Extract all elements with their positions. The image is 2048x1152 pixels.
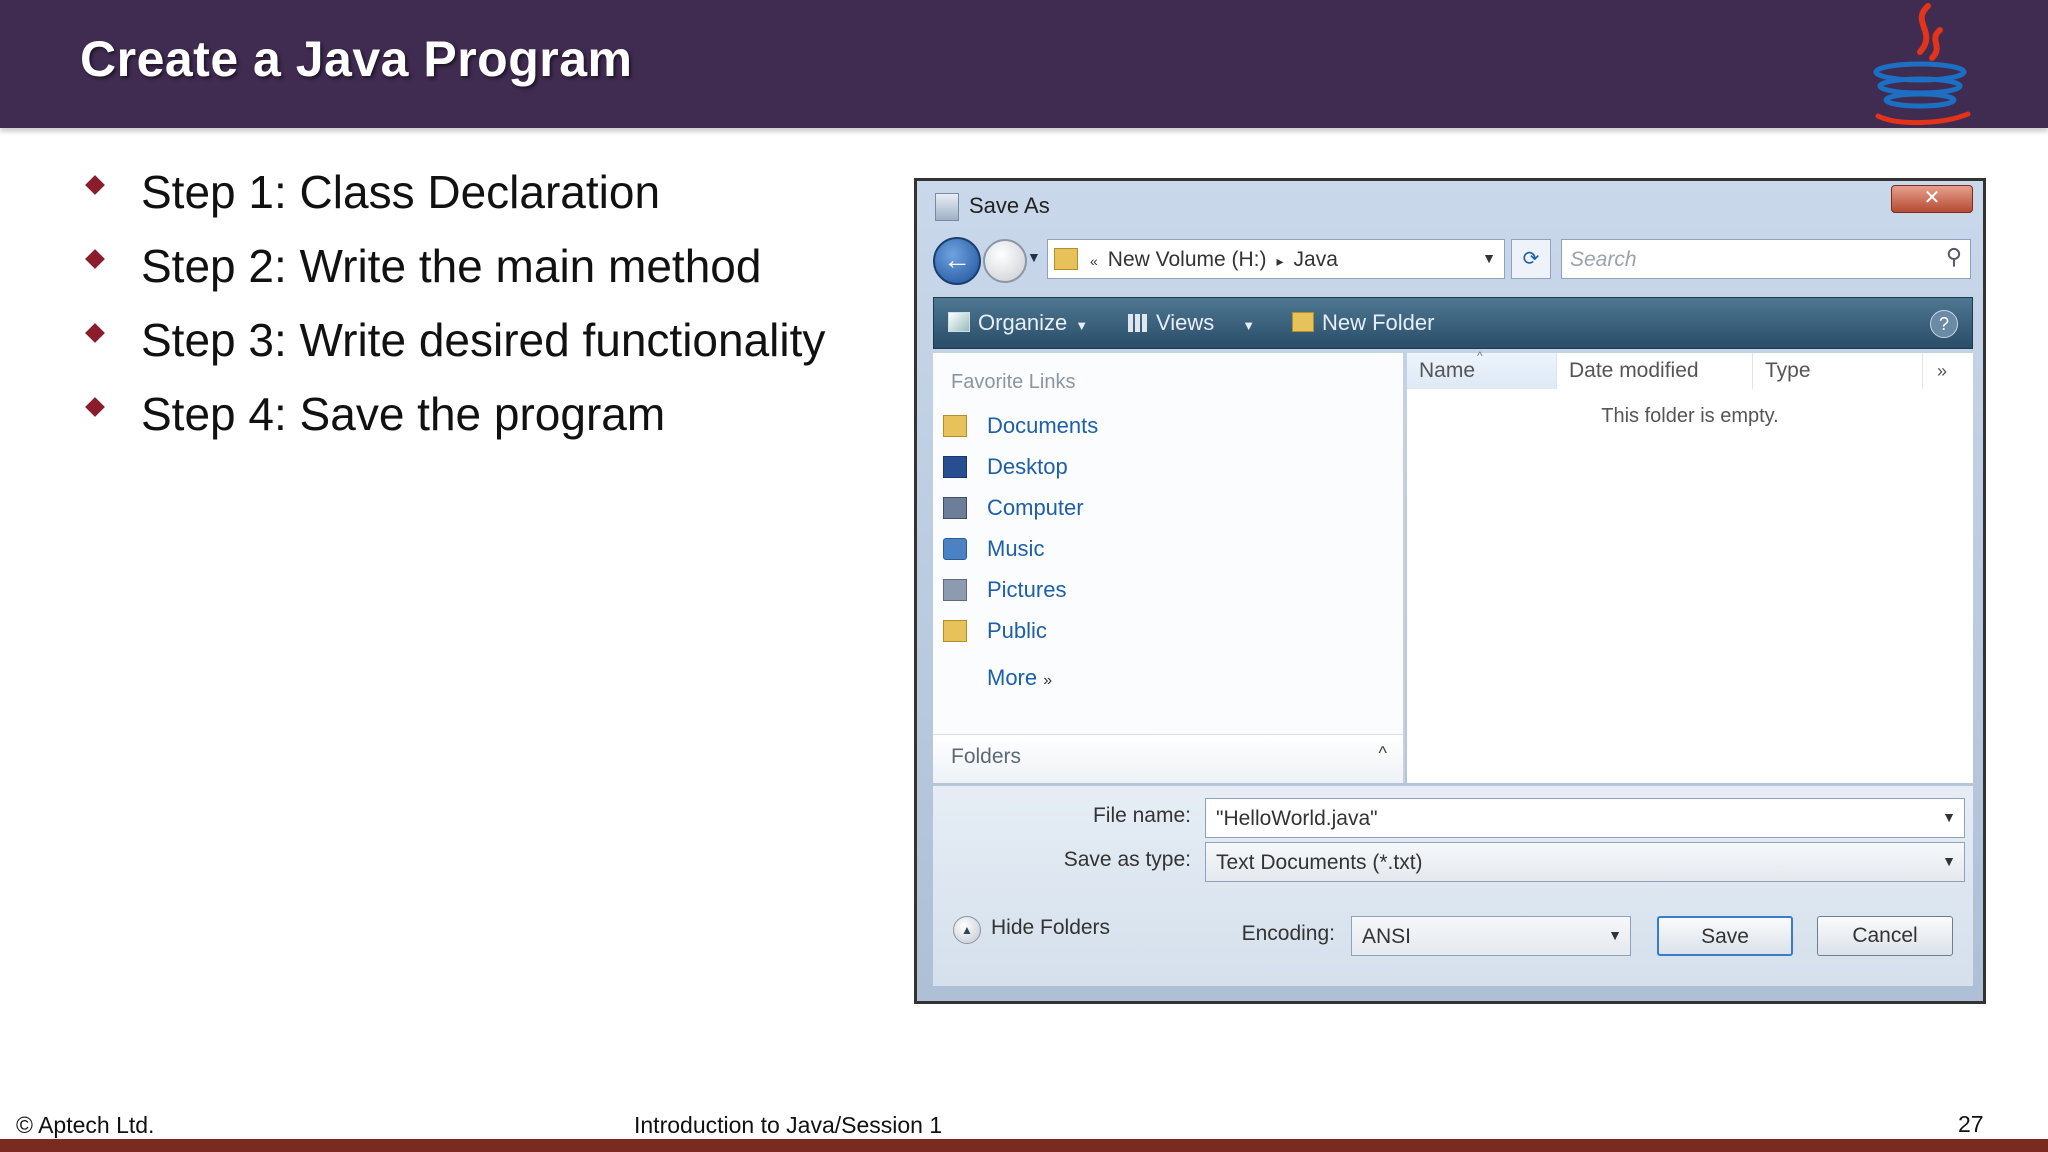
file-name-label: File name: bbox=[1092, 804, 1191, 827]
save-button[interactable]: Save bbox=[1657, 916, 1793, 956]
bullet-text: Step 3: Write desired functionality bbox=[141, 314, 826, 366]
new-folder-icon bbox=[1292, 312, 1314, 332]
chevron-down-icon: ▼ bbox=[1075, 318, 1089, 333]
back-button[interactable]: ← bbox=[933, 237, 981, 285]
save-as-dialog bbox=[914, 178, 1986, 1004]
chevron-down-icon[interactable]: ▼ bbox=[1942, 809, 1956, 825]
nav-link-label: Music bbox=[987, 536, 1045, 561]
more-links-button[interactable] bbox=[987, 665, 1052, 691]
views-menu[interactable] bbox=[1128, 310, 1255, 336]
organize-menu[interactable] bbox=[948, 310, 1088, 336]
nav-link-label: Public bbox=[987, 618, 1047, 643]
folders-toggle-bar[interactable] bbox=[933, 734, 1403, 783]
address-bar[interactable] bbox=[1047, 239, 1505, 279]
address-segment-java[interactable]: Java bbox=[1293, 248, 1338, 271]
views-icon bbox=[1128, 314, 1148, 332]
chevron-down-icon: ▼ bbox=[1242, 318, 1256, 333]
column-header-date-modified[interactable] bbox=[1557, 353, 1753, 389]
bullet-diamond-icon bbox=[85, 397, 105, 417]
navigation-row bbox=[933, 237, 1973, 283]
page-number: 27 bbox=[1958, 1111, 1984, 1137]
dialog-titlebar bbox=[917, 181, 1983, 229]
cancel-button[interactable]: Cancel bbox=[1817, 916, 1953, 956]
file-list-pane bbox=[1407, 349, 1973, 783]
organize-icon bbox=[948, 312, 970, 332]
save-options-area bbox=[933, 785, 1973, 986]
java-logo-icon bbox=[1858, 0, 1988, 128]
encoding-label: Encoding: bbox=[1241, 922, 1335, 945]
nav-link-label: Computer bbox=[987, 495, 1084, 520]
address-separator[interactable]: ▸ bbox=[1276, 253, 1284, 269]
footer-rule bbox=[0, 1139, 2048, 1152]
new-folder-button[interactable] bbox=[1292, 310, 1434, 336]
folder-icon bbox=[1054, 248, 1078, 270]
command-toolbar bbox=[933, 297, 1973, 349]
save-as-type-select[interactable] bbox=[1205, 842, 1965, 882]
pictures-icon bbox=[943, 579, 967, 601]
help-icon[interactable]: ? bbox=[1930, 310, 1958, 338]
address-segment-volume[interactable]: New Volume (H:) bbox=[1107, 248, 1267, 271]
file-name-value: "HelloWorld.java" bbox=[1216, 807, 1378, 830]
encoding-select[interactable] bbox=[1351, 916, 1631, 956]
column-header-type[interactable] bbox=[1753, 353, 1923, 389]
slide-title: Create a Java Program bbox=[80, 31, 633, 87]
empty-folder-message: This folder is empty. bbox=[1601, 405, 1779, 427]
address-chevron[interactable]: « bbox=[1090, 253, 1098, 269]
notepad-icon bbox=[935, 193, 959, 221]
forward-button[interactable] bbox=[983, 239, 1027, 283]
chevron-down-icon[interactable]: ▼ bbox=[1608, 927, 1622, 943]
address-path bbox=[1090, 248, 1348, 272]
bullet-diamond-icon bbox=[85, 249, 105, 269]
double-chevron-right-icon: » bbox=[1043, 672, 1053, 689]
chevron-up-icon: ▲ bbox=[953, 916, 981, 944]
footer-copyright: © Aptech Ltd. bbox=[16, 1112, 155, 1138]
bullet-text: Step 2: Write the main method bbox=[141, 240, 762, 292]
slide-title-bar bbox=[0, 0, 2048, 128]
bullet-diamond-icon bbox=[85, 175, 105, 195]
search-icon[interactable]: ⚲ bbox=[1945, 244, 1962, 269]
column-label: Type bbox=[1765, 359, 1811, 382]
footer-session: Introduction to Java/Session 1 bbox=[634, 1112, 943, 1138]
column-header-name[interactable] bbox=[1407, 349, 1557, 389]
nav-link-label: Documents bbox=[987, 413, 1099, 438]
bullet-diamond-icon bbox=[85, 323, 105, 343]
address-dropdown-icon[interactable]: ▼ bbox=[1482, 250, 1496, 266]
more-columns-icon[interactable]: » bbox=[1937, 361, 1948, 381]
organize-label: Organize bbox=[978, 310, 1068, 335]
refresh-button[interactable]: ⟳ bbox=[1511, 239, 1551, 279]
chevron-down-icon[interactable]: ▼ bbox=[1942, 853, 1956, 869]
dialog-title: Save As bbox=[969, 193, 1050, 218]
favorite-links-heading: Favorite Links bbox=[951, 371, 1076, 393]
recent-pages-dropdown[interactable]: ▼ bbox=[1027, 249, 1041, 265]
more-label: More bbox=[987, 665, 1038, 690]
nav-link-label: Desktop bbox=[987, 454, 1068, 479]
encoding-value: ANSI bbox=[1362, 925, 1412, 948]
documents-folder-icon bbox=[943, 415, 967, 437]
new-folder-label: New Folder bbox=[1322, 310, 1435, 335]
public-folder-icon bbox=[943, 620, 967, 642]
search-input[interactable] bbox=[1561, 239, 1971, 279]
bullet-text: Step 1: Class Declaration bbox=[141, 166, 661, 218]
computer-icon bbox=[943, 497, 967, 519]
chevron-up-icon[interactable]: ^ bbox=[1378, 743, 1387, 763]
file-name-field[interactable] bbox=[1205, 798, 1965, 838]
folders-label: Folders bbox=[951, 745, 1022, 768]
desktop-icon bbox=[943, 456, 967, 478]
column-label: Date modified bbox=[1569, 359, 1699, 382]
music-icon bbox=[943, 538, 967, 560]
close-button[interactable]: ✕ bbox=[1891, 185, 1973, 213]
search-placeholder: Search bbox=[1570, 248, 1637, 271]
save-as-type-label: Save as type: bbox=[1063, 848, 1191, 871]
sort-arrow-icon: ^ bbox=[1477, 349, 1483, 363]
hide-folders-label: Hide Folders bbox=[991, 916, 1111, 939]
nav-link-label: Pictures bbox=[987, 577, 1067, 602]
save-as-type-value: Text Documents (*.txt) bbox=[1216, 851, 1423, 874]
bullet-text: Step 4: Save the program bbox=[141, 388, 666, 440]
navigation-pane bbox=[933, 353, 1405, 783]
column-label: Name bbox=[1419, 359, 1476, 382]
views-label: Views bbox=[1156, 310, 1215, 335]
